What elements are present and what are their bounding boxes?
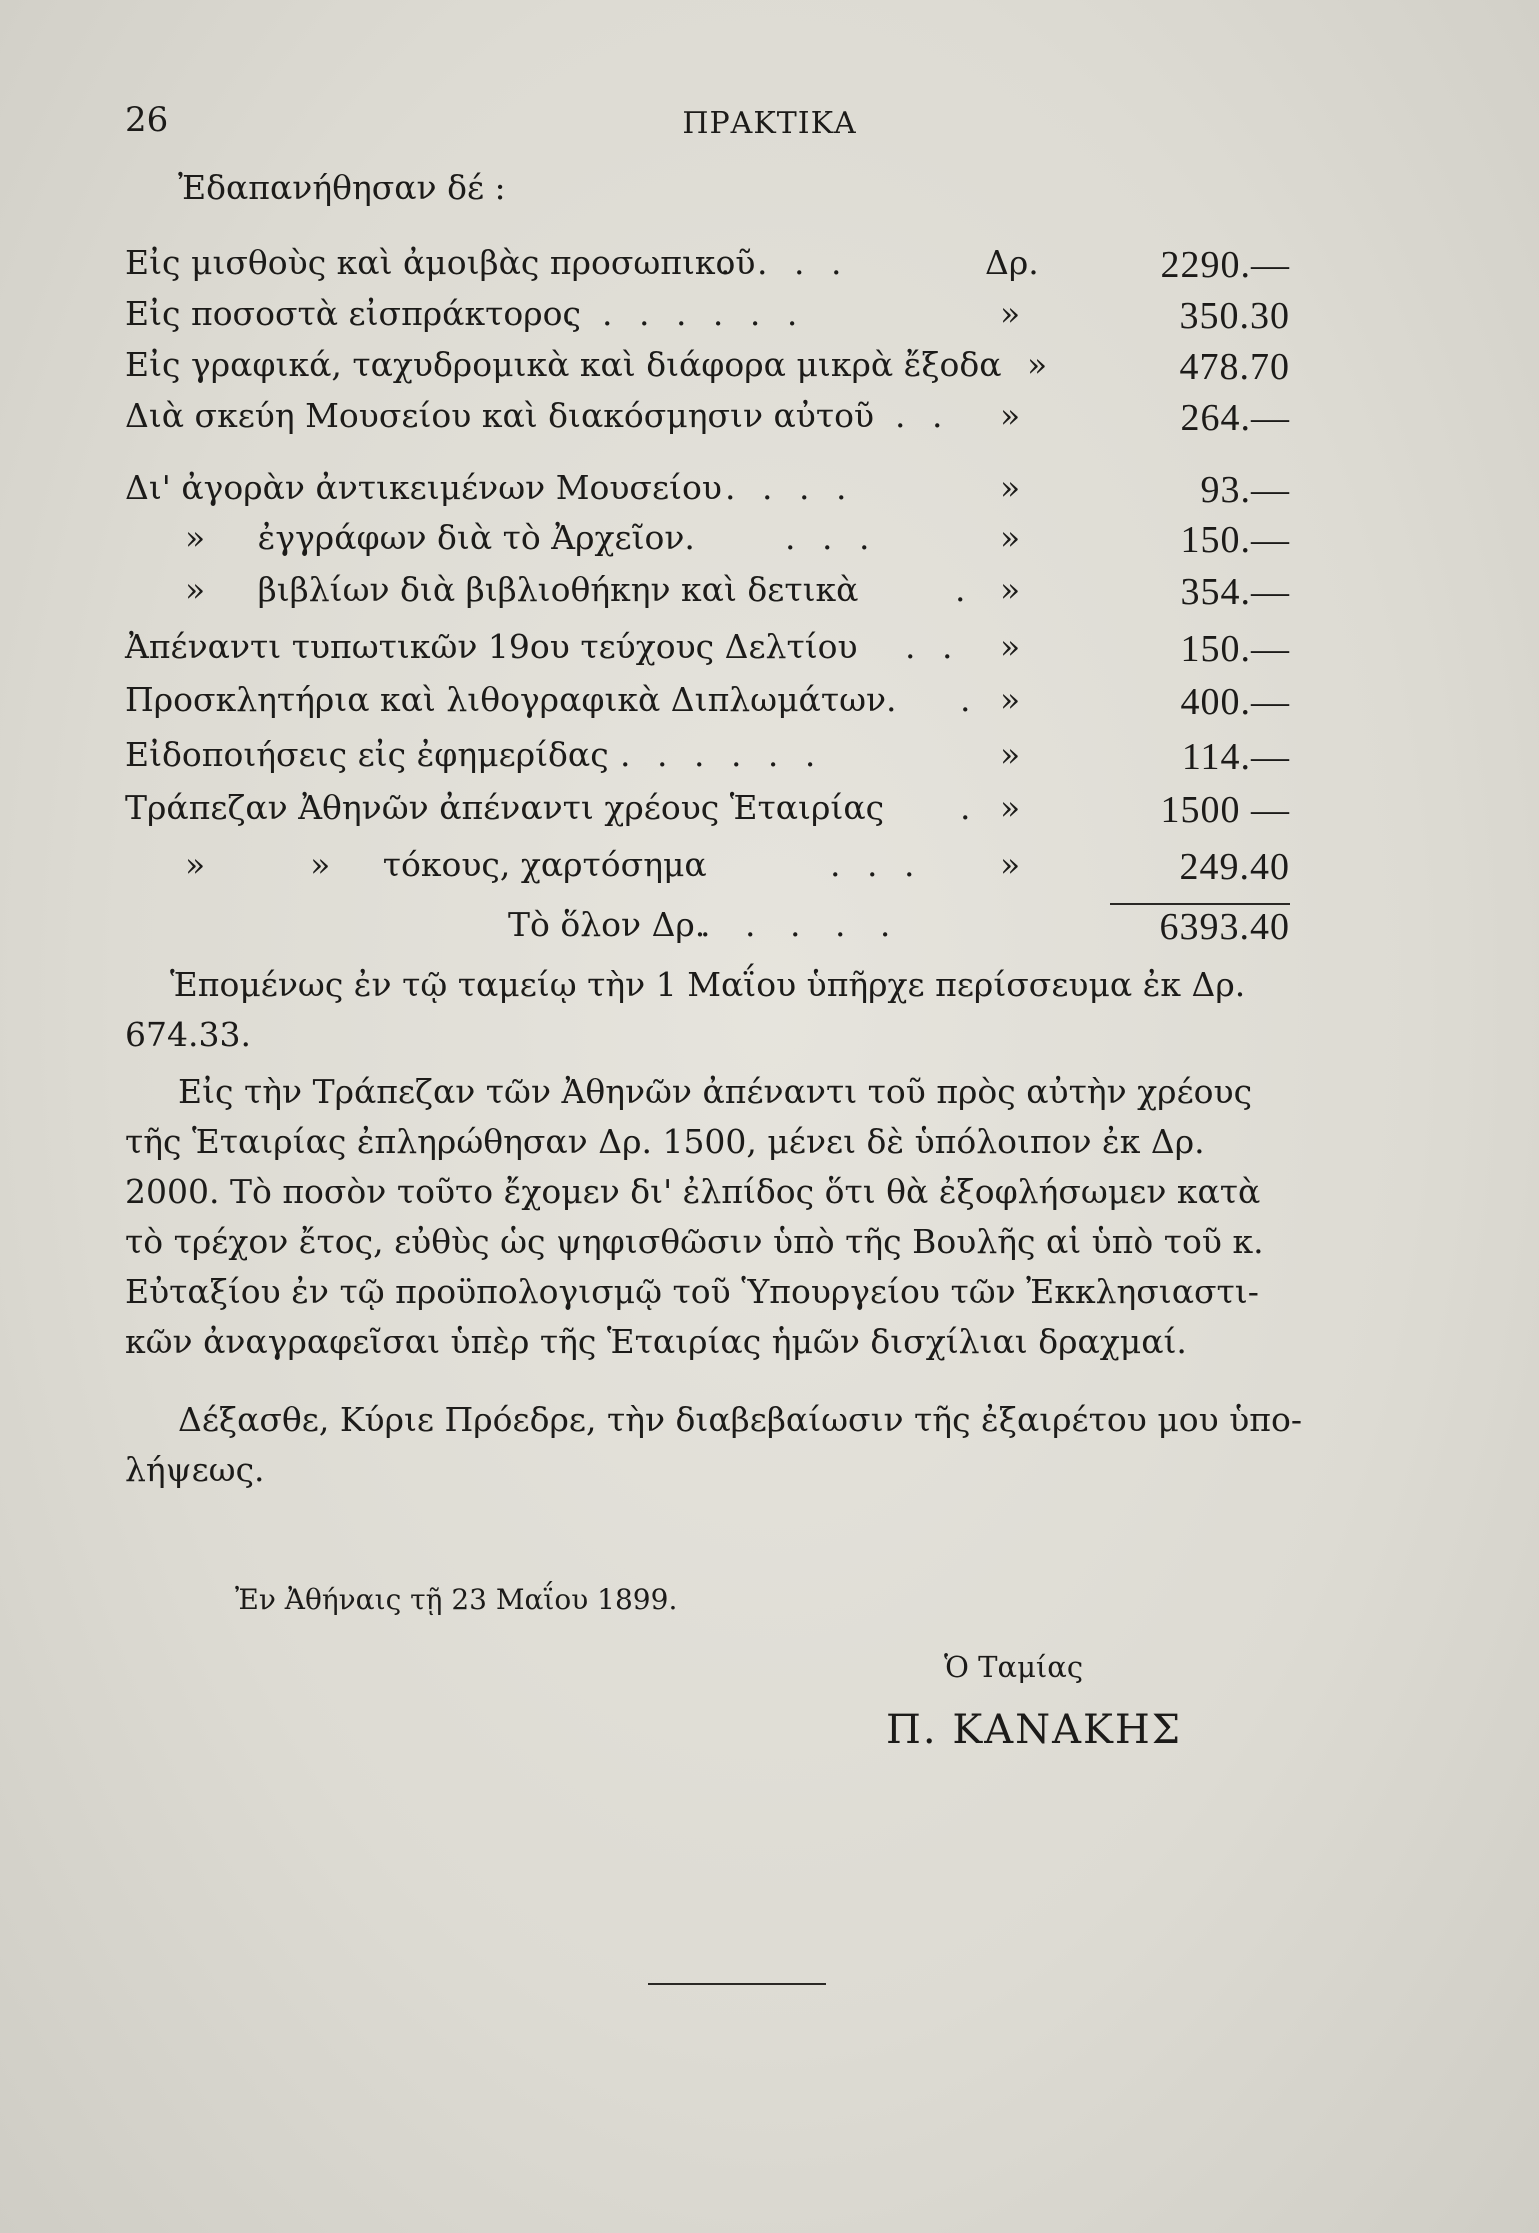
expense-label: » βιβλίων διὰ βιβλιοθήκην καὶ δετικὰ bbox=[185, 570, 859, 609]
expense-dots: . bbox=[960, 680, 979, 719]
expense-dots: . . . bbox=[785, 518, 878, 557]
expense-label: Εἰδοποιήσεις εἰς ἐφημερίδας bbox=[125, 735, 609, 774]
expense-unit: » bbox=[1000, 627, 1021, 666]
text-line: κῶν ἀναγραφεῖσαι ὑπὲρ τῆς Ἑταιρίας ἡμῶν δισχίλιαι δραχμαί. bbox=[125, 1322, 1187, 1361]
expense-amount: 478.70 bbox=[1179, 346, 1290, 388]
expense-dots: . . . . bbox=[725, 468, 855, 507]
expense-amount: 150.— bbox=[1180, 519, 1290, 561]
expense-dots: . . bbox=[895, 396, 951, 435]
expense-amount: 150.— bbox=[1180, 628, 1290, 670]
expense-row bbox=[125, 345, 1290, 395]
expense-dots: . . . . . . bbox=[620, 735, 824, 774]
text-line: λήψεως. bbox=[125, 1450, 265, 1489]
expense-row bbox=[125, 518, 1290, 568]
expense-unit: » bbox=[1000, 845, 1021, 884]
expense-unit: » bbox=[1000, 735, 1021, 774]
expense-row bbox=[125, 627, 1290, 677]
running-title: ΠΡΑΚΤΙΚΑ bbox=[682, 106, 857, 141]
expense-dots: . bbox=[955, 570, 974, 609]
text-line: Εὐταξίου ἐν τῷ προϋπολογισμῷ τοῦ Ὑπουργείου τῶν Ἐκκλησιαστι- bbox=[125, 1272, 1259, 1311]
signer-name: Π. ΚΑΝΑΚΗΣ bbox=[886, 1707, 1183, 1753]
page-number: 26 bbox=[125, 100, 169, 140]
expense-row bbox=[125, 570, 1290, 620]
expense-amount: 354.— bbox=[1180, 571, 1290, 613]
expense-unit: » bbox=[1000, 680, 1021, 719]
expense-unit: » bbox=[1000, 396, 1021, 435]
expense-label: » ἐγγράφων διὰ τὸ Ἀρχεῖον. bbox=[185, 518, 695, 557]
expense-amount: 93.— bbox=[1200, 469, 1290, 511]
expense-unit: » bbox=[1000, 570, 1021, 609]
text-line: Δέξασθε, Κύριε Πρόεδρε, τὴν διαβεβαίωσιν τῆς ἐξαιρέτου μου ὑπο- bbox=[178, 1400, 1302, 1439]
expense-label: Ἀπέναντι τυπωτικῶν 19ου τεύχους Δελτίου bbox=[125, 627, 858, 666]
total-label: Τὸ ὅλον Δρ. bbox=[508, 905, 706, 944]
expense-label: Διὰ σκεύη Μουσείου καὶ διακόσμησιν αὐτοῦ bbox=[125, 396, 875, 435]
expense-label: » » τόκους, χαρτόσημα bbox=[185, 845, 707, 884]
total-amount: 6393.40 bbox=[1159, 906, 1290, 948]
expense-unit: » bbox=[1000, 788, 1021, 827]
text-line: τῆς Ἑταιρίας ἐπληρώθησαν Δρ. 1500, μένει δὲ ὑπόλοιπον ἐκ Δρ. bbox=[125, 1122, 1205, 1161]
closing-paragraph bbox=[125, 1395, 1302, 1495]
text-line: Ἑπομένως ἐν τῷ ταμείῳ τὴν 1 Μαΐου ὑπῆρχε περίσσευμα ἐκ Δρ. bbox=[170, 965, 1246, 1004]
expense-label: Εἰς γραφικά, ταχυδρομικὰ καὶ διάφορα μικρὰ ἔξοδα bbox=[125, 345, 1002, 384]
expense-dots: . . . . bbox=[720, 243, 850, 282]
expense-amount: 249.40 bbox=[1179, 846, 1290, 888]
expense-amount: 400.— bbox=[1180, 681, 1290, 723]
expense-row bbox=[125, 396, 1290, 446]
expense-row bbox=[125, 788, 1290, 838]
expense-amount: 1500 — bbox=[1160, 789, 1290, 831]
text-line: 2000. Τὸ ποσὸν τοῦτο ἔχομεν δι' ἐλπίδος ὅτι θὰ ἐξοφλήσωμεν κατὰ bbox=[125, 1172, 1261, 1211]
expense-row bbox=[125, 680, 1290, 730]
expense-unit: Δρ. bbox=[985, 243, 1039, 282]
bank-paragraph bbox=[125, 1067, 1295, 1367]
expense-label: Τράπεζαν Ἀθηνῶν ἀπέναντι χρέους Ἑταιρίας bbox=[125, 788, 885, 827]
expense-label: Δι' ἀγορὰν ἀντικειμένων Μουσείου bbox=[125, 468, 722, 507]
expense-row bbox=[125, 845, 1290, 895]
signer-role: Ὁ Ταμίας bbox=[944, 1650, 1084, 1684]
expense-unit: » bbox=[1027, 345, 1048, 384]
expense-row bbox=[125, 468, 1290, 518]
total-dots: . . . . . bbox=[700, 905, 903, 944]
expense-dots: . . bbox=[905, 627, 961, 666]
expense-amount: 114.— bbox=[1181, 736, 1290, 778]
expense-row bbox=[125, 243, 1290, 293]
expense-row bbox=[125, 294, 1290, 344]
expense-unit: » bbox=[1000, 468, 1021, 507]
expense-dots: . bbox=[960, 788, 979, 827]
expense-row bbox=[125, 735, 1290, 785]
text-line: Εἰς τὴν Τράπεζαν τῶν Ἀθηνῶν ἀπέναντι τοῦ πρὸς αὐτὴν χρέους bbox=[178, 1072, 1253, 1111]
expense-label: Εἰς ποσοστὰ εἰσπράκτορος bbox=[125, 294, 581, 333]
text-line: τὸ τρέχον ἔτος, εὐθὺς ὡς ψηφισθῶσιν ὑπὸ τῆς Βουλῆς αἱ ὑπὸ τοῦ κ. bbox=[125, 1222, 1264, 1261]
expense-label: Εἰς μισθοὺς καὶ ἀμοιβὰς προσωπικοῦ bbox=[125, 243, 756, 282]
expense-amount: 350.30 bbox=[1179, 295, 1290, 337]
expense-amount: 264.— bbox=[1180, 397, 1290, 439]
expense-label: Προσκλητήρια καὶ λιθογραφικὰ Διπλωμάτων. bbox=[125, 680, 897, 719]
expense-dots: . . . bbox=[830, 845, 923, 884]
expense-unit: » bbox=[1000, 294, 1021, 333]
footer-rule bbox=[648, 1983, 826, 1985]
text-line: 674.33. bbox=[125, 1015, 251, 1054]
expense-amount: 2290.— bbox=[1160, 244, 1290, 286]
surplus-paragraph bbox=[125, 960, 1295, 1060]
expense-dots: . . . . . . . bbox=[565, 294, 806, 333]
expense-unit: » bbox=[1000, 518, 1021, 557]
place-date: Ἐν Ἀθήναις τῇ 23 Μαΐου 1899. bbox=[235, 1583, 678, 1616]
expenses-intro: Ἐδαπανήθησαν δέ : bbox=[178, 168, 506, 207]
